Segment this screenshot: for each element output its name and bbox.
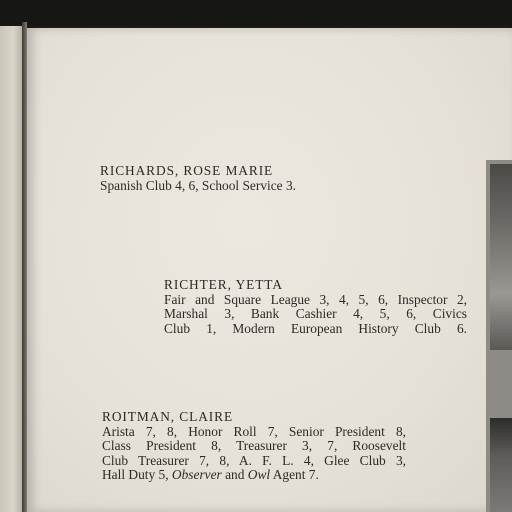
activity-line-last [102,468,406,483]
activity-text: Hall Duty 5, [102,467,172,482]
activity-line: Class President 8, Treasurer 3, 7, Roosevelt [102,438,406,453]
previous-page-edge [0,26,22,512]
activity-line: Arista 7, 8, Honor Roll 7, Senior President 8, [102,423,406,439]
student-name: RICHARDS, ROSE MARIE [100,163,274,178]
activity-line: Club 1, Modern European History Club 6. [164,320,467,336]
entry-richards [100,164,354,193]
publication-name: Owl [247,467,271,482]
activity-line: Spanish Club 4, 6, School Service 3. [100,177,297,193]
activity-line: Club Treasurer 7, 8, A. F. L. 4, Glee Club 3, [102,452,406,468]
book-cover-top-edge [0,0,512,26]
student-name: ROITMAN, CLAIRE [102,409,234,424]
student-name: RICHTER, YETTA [164,277,283,292]
yearbook-page [27,28,512,512]
activity-text: and [221,467,248,482]
student-photo [490,418,512,512]
publication-name: Observer [171,467,222,482]
student-photo [490,164,512,350]
entry-roitman [102,410,406,483]
entry-richter [164,278,467,336]
activity-line: Fair and Square League 3, 4, 5, 6, Inspector 2, [164,291,467,307]
activity-text: Agent 7. [270,467,319,482]
activity-line: Marshal 3, Bank Cashier 4, 5, 6, Civics [164,306,467,321]
